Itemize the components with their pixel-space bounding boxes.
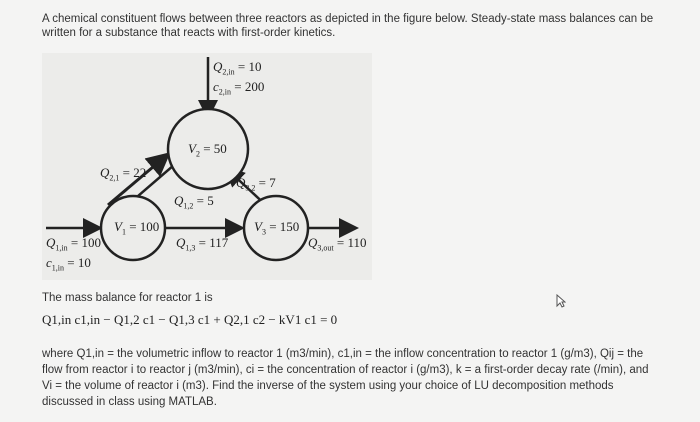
cursor-icon [556,294,566,313]
q32-label: $Q_{3,2} = 7$ [236,175,276,193]
c2in-label: $c_{2,in} = 200$ [213,79,265,97]
mass-balance-heading: The mass balance for reactor 1 is [42,292,213,304]
q2in-label: $Q_{2,in} = 10$ [213,59,262,77]
q12-label: $Q_{1,2} = 5$ [174,193,214,211]
reactor-diagram [42,53,372,280]
mass-balance-equation: Q1,in c1,in − Q1,2 c1 − Q1,3 c1 + Q2,1 c2 − kV1 c1 = 0 [42,312,338,327]
q3out-label: $Q_{3,out} = 110$ [308,235,367,253]
v1-label: $V_1 = 100$ [114,219,160,237]
v2-label: $V_2 = 50$ [188,141,227,159]
v3-label: $V_3 = 150$ [254,219,300,237]
q1in-label: $Q_{1,in} = 100$ [46,235,101,253]
q21-label: $Q_{2,1} = 22$ [100,165,147,183]
q13-label: $Q_{1,3} = 117$ [176,235,229,253]
definitions-paragraph: where Q1,in = the volumetric inflow to reactor 1 (m3/min), c1,in = the inflow concentration to reactor 1 (g/m3), Qij = the flow from reactor i to reactor j (m3/min), ci = the concentration of reactor i (g/m3), k = a first-order decay rate (/min), and Vi = the volume of reactor i (m3). Find the inverse of the system using your choice of LU decomposition methods discussed in class using MATLAB. [42,348,649,408]
c1in-label: $c_{1,in} = 10$ [46,255,91,273]
intro-paragraph: A chemical constituent flows between three reactors as depicted in the figure below. Steady-state mass balances can be written for a substance that reacts with first-order kinetics. [42,13,654,39]
